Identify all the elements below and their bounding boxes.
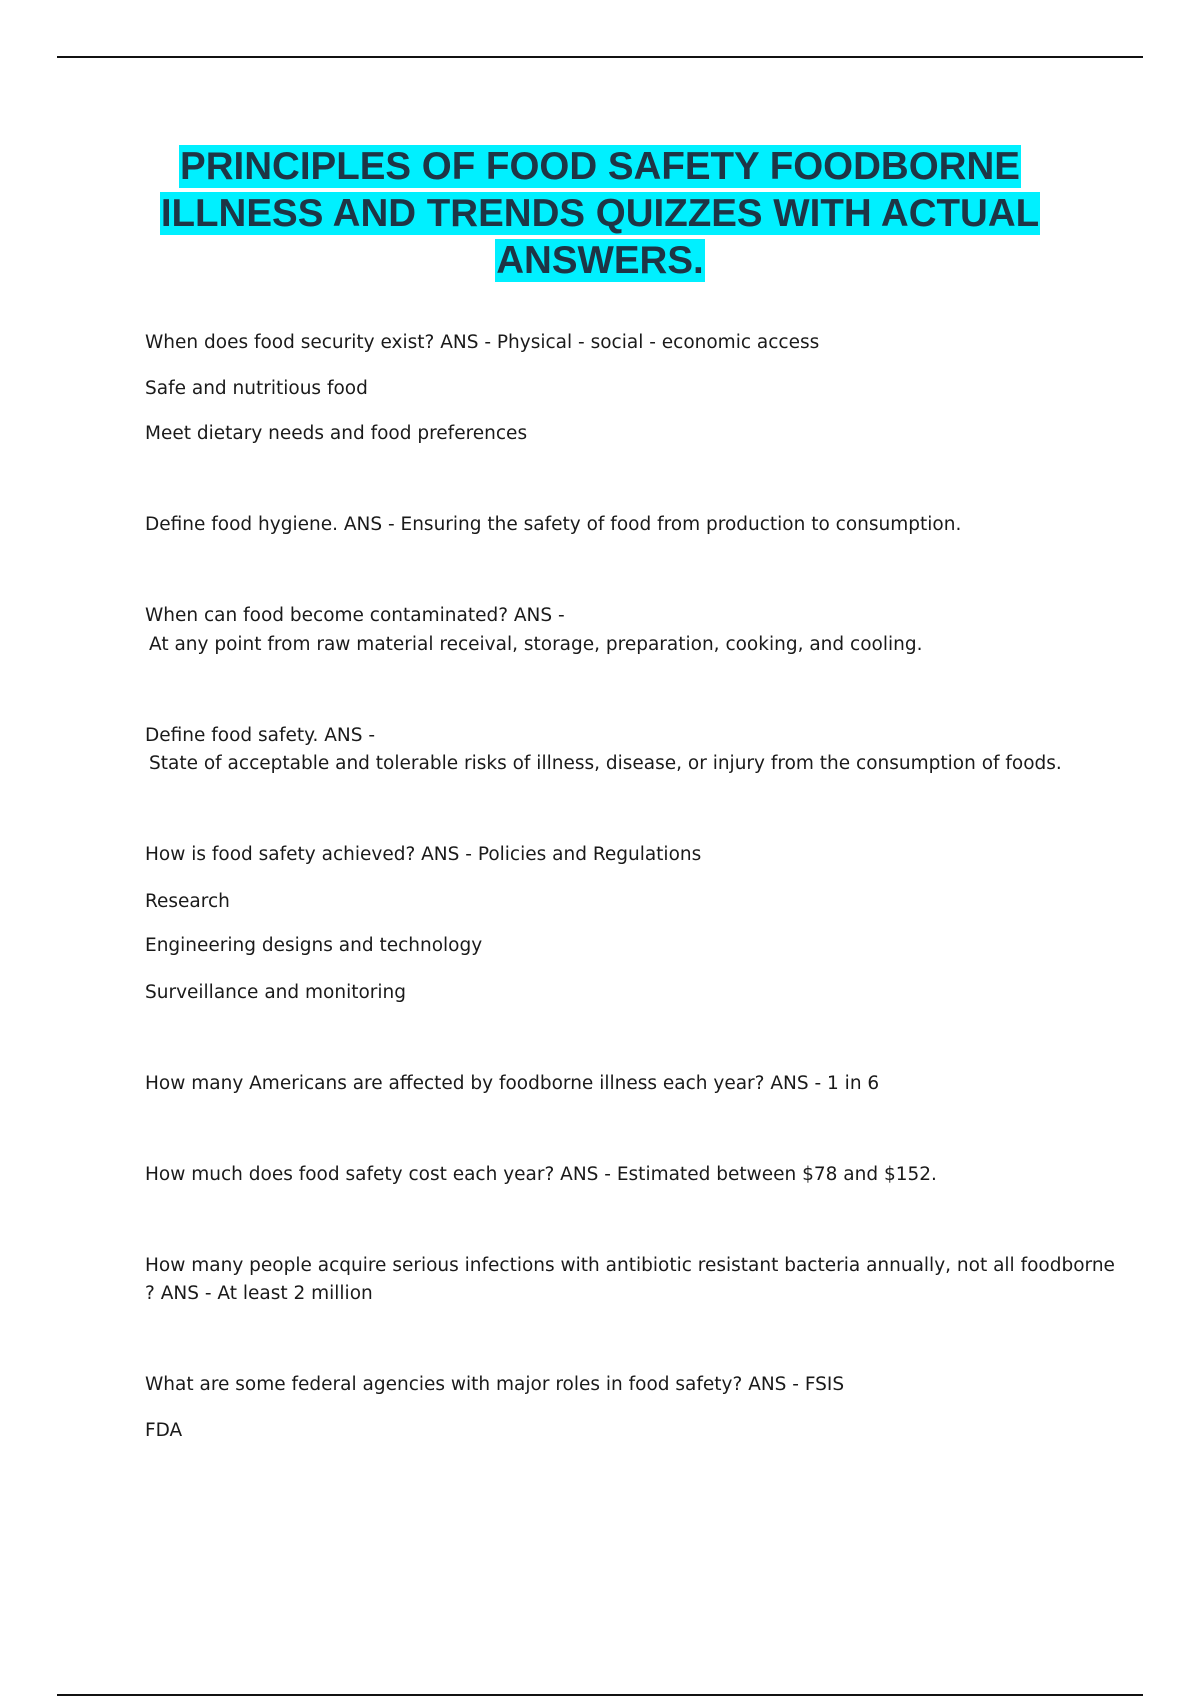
qa-9-answer-line-2: FDA	[145, 1420, 183, 1441]
title-line-1: PRINCIPLES OF FOOD SAFETY FOODBORNE	[180, 145, 1020, 188]
qa-1-answer-line-2: Safe and nutritious food	[145, 378, 368, 399]
qa-8-question: How many people acquire serious infections with antibiotic resistant bacteria annually, not all foodborne	[145, 1255, 1115, 1276]
qa-4-answer: State of acceptable and tolerable risks of illness, disease, or injury from the consumption of foods.	[149, 753, 1062, 774]
qa-5-answer-line-4: Surveillance and monitoring	[145, 982, 406, 1003]
document-title-block	[100, 143, 1100, 284]
qa-1-answer-line-3: Meet dietary needs and food preferences	[145, 423, 528, 444]
document-title	[100, 143, 1100, 284]
title-line-3: ANSWERS.	[496, 239, 704, 282]
qa-3-answer: At any point from raw material receival, storage, preparation, cooking, and cooling.	[149, 634, 923, 655]
qa-2-question: Define food hygiene. ANS - Ensuring the safety of food from production to consumption.	[145, 514, 962, 535]
qa-5-answer-line-2: Research	[145, 891, 230, 912]
title-line-2: ILLNESS AND TRENDS QUIZZES WITH ACTUAL	[160, 192, 1040, 235]
qa-3-question: When can food become contaminated? ANS -	[145, 605, 565, 626]
qa-7-question: How much does food safety cost each year? ANS - Estimated between $78 and $152.	[145, 1164, 937, 1185]
qa-5-question: How is food safety achieved? ANS - Policies and Regulations	[145, 844, 702, 865]
qa-6-question: How many Americans are affected by foodborne illness each year? ANS - 1 in 6	[145, 1073, 880, 1094]
bottom-rule	[57, 1694, 1143, 1696]
qa-9-question: What are some federal agencies with major roles in food safety? ANS - FSIS	[145, 1374, 845, 1395]
qa-4-question: Define food safety. ANS -	[145, 725, 376, 746]
qa-5-answer-line-3: Engineering designs and technology	[145, 935, 483, 956]
top-rule	[57, 56, 1143, 58]
qa-8-answer: ? ANS - At least 2 million	[145, 1283, 373, 1304]
qa-1-question: When does food security exist? ANS - Physical - social - economic access	[145, 332, 820, 353]
